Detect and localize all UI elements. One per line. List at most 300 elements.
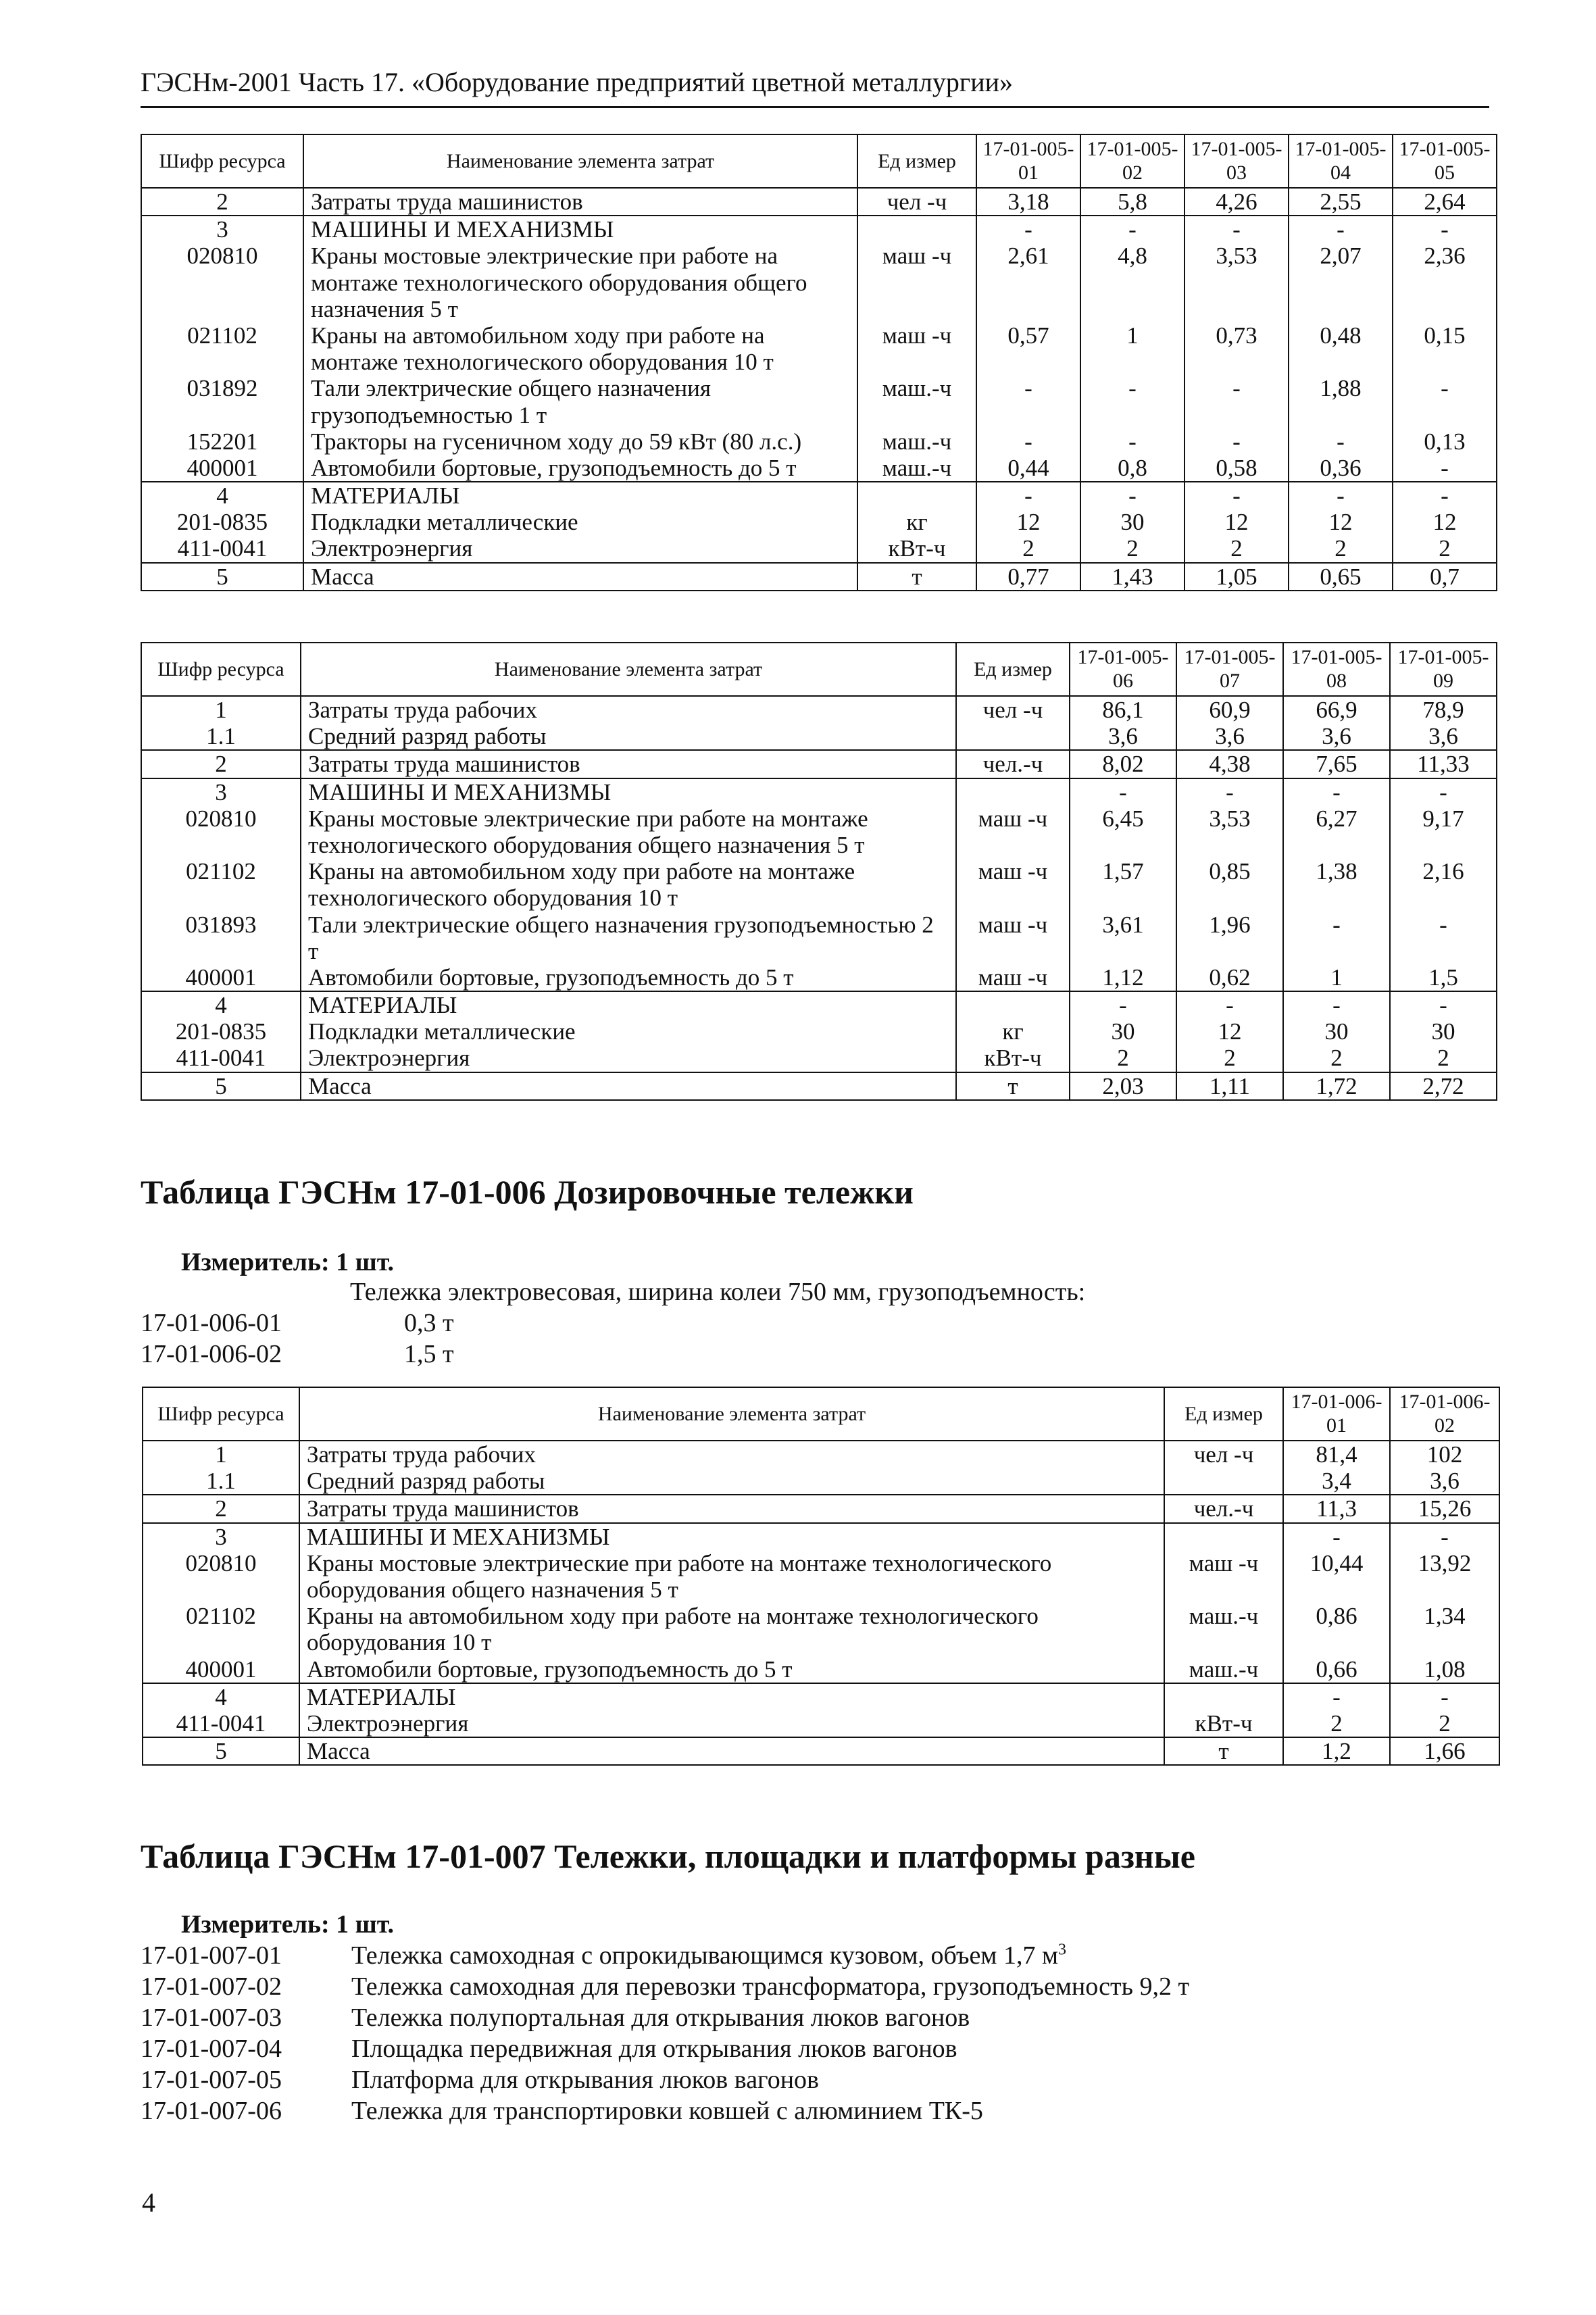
cell-value: 1,2 (1283, 1737, 1390, 1765)
cell-unit: маш.-ч (1164, 1603, 1283, 1656)
cell-value: 1,05 (1184, 563, 1289, 591)
cell-value: 12 (1176, 1018, 1283, 1045)
cell-value: - (1184, 482, 1289, 509)
cell-unit (956, 723, 1070, 750)
table-row (143, 1737, 1499, 1765)
cell-code: 5 (141, 563, 303, 591)
cell-code: 1 (141, 696, 301, 723)
cell-value: - (1283, 912, 1390, 964)
cell-code: 400001 (141, 964, 301, 991)
cell-value: 2 (1176, 1045, 1283, 1072)
table-row (141, 535, 1497, 562)
cell-value: - (1283, 1683, 1390, 1710)
norm-text-body: Тележка самоходная для перевозки трансформатора, грузоподъемность 9,2 т (351, 1972, 1190, 2001)
col-header-norm-code: 17-01-006-02 (1390, 1387, 1499, 1441)
cell-value: 11,3 (1283, 1495, 1390, 1522)
cell-value: 1,72 (1283, 1072, 1390, 1100)
cell-value: 3,6 (1390, 723, 1497, 750)
cell-value: 2 (1289, 535, 1393, 562)
cell-unit: чел -ч (1164, 1441, 1283, 1468)
cell-value: - (1080, 428, 1184, 455)
table-row (141, 778, 1497, 805)
cell-name: Затраты труда рабочих (299, 1441, 1164, 1468)
norm-text-body: Платформа для открывания люков вагонов (351, 2066, 819, 2094)
cell-value: - (1393, 216, 1497, 243)
cell-value: 1,88 (1289, 375, 1393, 428)
cell-value: - (976, 375, 1080, 428)
cell-value: 1 (1283, 964, 1390, 991)
table-row (143, 1495, 1499, 1522)
cell-name: Средний разряд работы (301, 723, 956, 750)
cell-unit: маш -ч (956, 858, 1070, 911)
norm-text-body: Тележка для транспортировки ковшей с алюминием ТК-5 (351, 2097, 983, 2125)
cell-value: - (1184, 428, 1289, 455)
cell-value: 2,55 (1289, 188, 1393, 216)
cell-unit (1164, 1468, 1283, 1495)
norm-text (351, 2034, 957, 2064)
cell-value: - (976, 216, 1080, 243)
table-row (143, 1550, 1499, 1603)
cell-value: 3,53 (1184, 243, 1289, 322)
cell-code: 020810 (143, 1550, 299, 1603)
cell-value: 9,17 (1390, 805, 1497, 858)
cell-value: 2 (1390, 1710, 1499, 1737)
cell-value: 30 (1070, 1018, 1176, 1045)
cell-value: 15,26 (1390, 1495, 1499, 1522)
col-header-norm-code: 17-01-005-08 (1283, 643, 1390, 696)
cell-value: 30 (1080, 509, 1184, 535)
table-row (143, 1656, 1499, 1683)
table-row (143, 1683, 1499, 1710)
norm-text (351, 2096, 983, 2126)
cell-value: 2 (1283, 1710, 1390, 1737)
superscript: 3 (1058, 1941, 1067, 1959)
norm-code: 17-01-007-04 (141, 2035, 282, 2063)
cell-name: Краны мостовые электрические при работе на монтаже технологического оборудования общего назначения 5 т (299, 1550, 1164, 1603)
cell-value: 60,9 (1176, 696, 1283, 723)
cell-name: МАТЕРИАЛЫ (303, 482, 857, 509)
table-row (143, 1441, 1499, 1468)
table-row (141, 1072, 1497, 1100)
meter-value: 1 шт. (336, 1910, 395, 1939)
cell-value: 66,9 (1283, 696, 1390, 723)
cell-unit: кг (857, 509, 976, 535)
cell-value: 2,07 (1289, 243, 1393, 322)
norm-text-body: Тележка самоходная с опрокидывающимся кузовом, объем 1,7 м (351, 1941, 1059, 1970)
cell-value: 3,6 (1070, 723, 1176, 750)
table-row (141, 322, 1497, 375)
col-header-code: Шифр ресурса (141, 134, 303, 188)
cell-value: - (1283, 778, 1390, 805)
cell-code: 400001 (141, 455, 303, 482)
cell-value: - (1390, 912, 1497, 964)
norm-text-body: Площадка передвижная для открывания люков вагонов (351, 2035, 957, 2063)
cell-value: 2 (976, 535, 1080, 562)
cell-value: 13,92 (1390, 1550, 1499, 1603)
cell-value: - (1393, 482, 1497, 509)
cell-value: 0,7 (1393, 563, 1497, 591)
cell-code: 031893 (141, 912, 301, 964)
cell-code: 031892 (141, 375, 303, 428)
cell-name: МАТЕРИАЛЫ (301, 991, 956, 1018)
cell-value: - (1080, 375, 1184, 428)
cell-name: Тали электрические общего назначения грузоподъемностью 2 т (301, 912, 956, 964)
cell-code: 411-0041 (141, 1045, 301, 1072)
cell-value: 8,02 (1070, 750, 1176, 778)
cell-value: - (1176, 778, 1283, 805)
cell-value: - (1390, 1523, 1499, 1550)
col-header-norm-code: 17-01-005-07 (1176, 643, 1283, 696)
cell-unit (1164, 1523, 1283, 1550)
cell-value: 30 (1283, 1018, 1390, 1045)
col-header-norm-code: 17-01-005-09 (1390, 643, 1497, 696)
cell-value: 2,16 (1390, 858, 1497, 911)
norm-code: 17-01-007-02 (141, 1972, 282, 2001)
table-row (141, 991, 1497, 1018)
cell-name: Краны на автомобильном ходу при работе на монтаже технологического оборудования 10 т (301, 858, 956, 911)
cell-unit: т (857, 563, 976, 591)
cell-name: Подкладки металлические (301, 1018, 956, 1045)
cell-value: - (1393, 455, 1497, 482)
col-header-unit: Ед измер (857, 134, 976, 188)
table-row (141, 188, 1497, 216)
cell-unit: маш -ч (956, 964, 1070, 991)
table-row (141, 964, 1497, 991)
cell-code: 1.1 (141, 723, 301, 750)
cell-unit: чел.-ч (956, 750, 1070, 778)
cell-name: Автомобили бортовые, грузоподъемность до 5 т (301, 964, 956, 991)
cell-unit: маш.-ч (1164, 1656, 1283, 1683)
cell-value: - (1283, 1523, 1390, 1550)
norm-text (351, 1941, 1066, 1970)
cell-code: 3 (141, 778, 301, 805)
cell-value: 1,57 (1070, 858, 1176, 911)
cell-value: 3,53 (1176, 805, 1283, 858)
cell-value: 5,8 (1080, 188, 1184, 216)
meter (181, 1247, 394, 1277)
cell-value: 4,38 (1176, 750, 1283, 778)
cell-name: Затраты труда машинистов (303, 188, 857, 216)
meter (181, 1910, 394, 1939)
cell-value: 4,26 (1184, 188, 1289, 216)
cell-value: - (1289, 482, 1393, 509)
cell-name: Краны на автомобильном ходу при работе на монтаже технологического оборудования 10 т (303, 322, 857, 375)
cell-code: 021102 (141, 322, 303, 375)
col-header-norm-code: 17-01-005-03 (1184, 134, 1289, 188)
table-row (143, 1603, 1499, 1656)
cell-value: 10,44 (1283, 1550, 1390, 1603)
cell-code: 411-0041 (141, 535, 303, 562)
cell-code: 3 (141, 216, 303, 243)
cell-unit (956, 991, 1070, 1018)
resource-table-005-01-05 (141, 134, 1497, 591)
cell-value: 0,13 (1393, 428, 1497, 455)
cell-name: МАШИНЫ И МЕХАНИЗМЫ (301, 778, 956, 805)
cell-code: 201-0835 (141, 509, 303, 535)
cell-code: 021102 (143, 1603, 299, 1656)
col-header-norm-code: 17-01-005-01 (976, 134, 1080, 188)
cell-value: - (1080, 216, 1184, 243)
cell-value: 11,33 (1390, 750, 1497, 778)
cell-value: - (1289, 428, 1393, 455)
col-header-unit: Ед измер (1164, 1387, 1283, 1441)
cell-unit (857, 482, 976, 509)
cell-code: 201-0835 (141, 1018, 301, 1045)
cell-unit: маш -ч (1164, 1550, 1283, 1603)
norm-code: 17-01-007-06 (141, 2097, 282, 2125)
cell-value: 2,36 (1393, 243, 1497, 322)
cell-value: 0,36 (1289, 455, 1393, 482)
cell-value: - (1390, 991, 1497, 1018)
cell-value: 0,57 (976, 322, 1080, 375)
cell-value: 2 (1184, 535, 1289, 562)
table-row (141, 563, 1497, 591)
norm-code: 17-01-007-03 (141, 2003, 282, 2032)
cell-name: МАШИНЫ И МЕХАНИЗМЫ (299, 1523, 1164, 1550)
meter-label: Измеритель: (181, 1910, 330, 1939)
cell-value: 0,62 (1176, 964, 1283, 991)
cell-code: 4 (141, 991, 301, 1018)
cell-value: 6,45 (1070, 805, 1176, 858)
section-title-006: Таблица ГЭСНм 17-01-006 Дозировочные тележки (141, 1173, 914, 1211)
cell-value: 12 (1393, 509, 1497, 535)
col-header-unit: Ед измер (956, 643, 1070, 696)
cell-value: 0,65 (1289, 563, 1393, 591)
cell-code: 020810 (141, 243, 303, 322)
cell-value: - (1070, 991, 1176, 1018)
cell-unit: кВт-ч (956, 1045, 1070, 1072)
cell-value: 3,6 (1176, 723, 1283, 750)
cell-code: 2 (141, 188, 303, 216)
table-row (141, 509, 1497, 535)
cell-value: - (1080, 482, 1184, 509)
table-row (141, 696, 1497, 723)
cell-code: 2 (141, 750, 301, 778)
cell-value: - (1184, 216, 1289, 243)
norm-text-body: Тележка полупортальная для открывания люков вагонов (351, 2003, 970, 2032)
col-header-code: Шифр ресурса (141, 643, 301, 696)
cell-name: МАТЕРИАЛЫ (299, 1683, 1164, 1710)
cell-name: Краны мостовые электрические при работе на монтаже технологического оборудования общего назначения 5 т (303, 243, 857, 322)
cell-code: 1.1 (143, 1468, 299, 1495)
cell-name: Электроэнергия (303, 535, 857, 562)
col-header-norm-code: 17-01-006-01 (1283, 1387, 1390, 1441)
cell-value: 1,11 (1176, 1072, 1283, 1100)
cell-unit: маш -ч (857, 243, 976, 322)
cell-value: 3,18 (976, 188, 1080, 216)
cell-value: 0,85 (1176, 858, 1283, 911)
cell-value: 0,66 (1283, 1656, 1390, 1683)
cell-code: 5 (141, 1072, 301, 1100)
cell-value: - (1070, 778, 1176, 805)
cell-unit: чел -ч (956, 696, 1070, 723)
col-header-name: Наименование элемента затрат (299, 1387, 1164, 1441)
cell-code: 020810 (141, 805, 301, 858)
cell-value: 2,03 (1070, 1072, 1176, 1100)
cell-value: 81,4 (1283, 1441, 1390, 1468)
table-row (141, 428, 1497, 455)
cell-value: 4,8 (1080, 243, 1184, 322)
cell-value: - (976, 428, 1080, 455)
cell-code: 400001 (143, 1656, 299, 1683)
cell-value: 3,6 (1283, 723, 1390, 750)
table-row (143, 1468, 1499, 1495)
table-row (141, 216, 1497, 243)
cell-value: 0,44 (976, 455, 1080, 482)
norm-text (351, 2003, 970, 2033)
cell-value: - (1283, 991, 1390, 1018)
cell-unit: маш.-ч (857, 455, 976, 482)
cell-value: 1,66 (1390, 1737, 1499, 1765)
cell-value: 0,86 (1283, 1603, 1390, 1656)
page-number: 4 (142, 2187, 155, 2218)
norm-text (351, 2065, 819, 2095)
table-row (141, 750, 1497, 778)
col-header-norm-code: 17-01-005-02 (1080, 134, 1184, 188)
cell-value: 0,48 (1289, 322, 1393, 375)
cell-code: 152201 (141, 428, 303, 455)
cell-name: Электроэнергия (299, 1710, 1164, 1737)
cell-value: 0,8 (1080, 455, 1184, 482)
cell-value: 2 (1283, 1045, 1390, 1072)
cell-unit: маш -ч (857, 322, 976, 375)
cell-name: Тали электрические общего назначения грузоподъемностью 1 т (303, 375, 857, 428)
cell-name: Электроэнергия (301, 1045, 956, 1072)
cell-unit: т (956, 1072, 1070, 1100)
col-header-norm-code: 17-01-005-06 (1070, 643, 1176, 696)
cell-unit: чел -ч (857, 188, 976, 216)
table-row (141, 375, 1497, 428)
cell-value: - (976, 482, 1080, 509)
table-row (141, 723, 1497, 750)
cell-unit: кг (956, 1018, 1070, 1045)
col-header-name: Наименование элемента затрат (301, 643, 956, 696)
col-header-norm-code: 17-01-005-04 (1289, 134, 1393, 188)
cell-code: 2 (143, 1495, 299, 1522)
cell-value: 30 (1390, 1018, 1497, 1045)
cell-unit: т (1164, 1737, 1283, 1765)
cell-name: Затраты труда рабочих (301, 696, 956, 723)
cell-value: 2 (1070, 1045, 1176, 1072)
cell-code: 4 (143, 1683, 299, 1710)
cell-value: 0,77 (976, 563, 1080, 591)
cell-value: 3,61 (1070, 912, 1176, 964)
section-title-007: Таблица ГЭСНм 17-01-007 Тележки, площадки и платформы разные (141, 1837, 1195, 1875)
cell-unit: маш -ч (956, 912, 1070, 964)
cell-value: 1 (1080, 322, 1184, 375)
norm-text: 0,3 т (404, 1309, 454, 1337)
cell-unit (857, 216, 976, 243)
norm-text (351, 1972, 1189, 2001)
cell-value: 2 (1393, 535, 1497, 562)
norm-code: 17-01-007-01 (141, 1941, 282, 1970)
norm-code: 17-01-006-01 (141, 1309, 282, 1337)
cell-code: 021102 (141, 858, 301, 911)
cell-value: 12 (1289, 509, 1393, 535)
cell-name: Масса (301, 1072, 956, 1100)
cell-value: 102 (1390, 1441, 1499, 1468)
cell-value: 1,43 (1080, 563, 1184, 591)
table-row (141, 805, 1497, 858)
cell-name: Масса (299, 1737, 1164, 1765)
cell-value: 1,34 (1390, 1603, 1499, 1656)
table-row (141, 858, 1497, 911)
resource-table-006 (142, 1387, 1500, 1766)
cell-name: Краны на автомобильном ходу при работе на монтаже технологического оборудования 10 т (299, 1603, 1164, 1656)
cell-name: Затраты труда машинистов (299, 1495, 1164, 1522)
meter-value: 1 шт. (336, 1248, 395, 1276)
cell-value: - (1176, 991, 1283, 1018)
cell-unit: кВт-ч (857, 535, 976, 562)
table-row (141, 1018, 1497, 1045)
cell-unit (1164, 1683, 1283, 1710)
cell-value: 3,6 (1390, 1468, 1499, 1495)
cell-value: 1,12 (1070, 964, 1176, 991)
table-row (141, 912, 1497, 964)
cell-code: 3 (143, 1523, 299, 1550)
cell-value: 2,61 (976, 243, 1080, 322)
section-description: Тележка электровесовая, ширина колеи 750 мм, грузоподъемность: (350, 1278, 1086, 1306)
cell-name: Затраты труда машинистов (301, 750, 956, 778)
norm-code: 17-01-006-02 (141, 1340, 282, 1368)
cell-value: 1,38 (1283, 858, 1390, 911)
cell-value: 1,08 (1390, 1656, 1499, 1683)
table-row (143, 1523, 1499, 1550)
cell-value: 0,73 (1184, 322, 1289, 375)
cell-value: - (1390, 778, 1497, 805)
cell-value: 2 (1390, 1045, 1497, 1072)
cell-value: 7,65 (1283, 750, 1390, 778)
cell-name: Автомобили бортовые, грузоподъемность до 5 т (299, 1656, 1164, 1683)
table-row (141, 1045, 1497, 1072)
resource-table-005-06-09 (141, 642, 1497, 1101)
cell-value: 0,58 (1184, 455, 1289, 482)
col-header-name: Наименование элемента затрат (303, 134, 857, 188)
col-header-norm-code: 17-01-005-05 (1393, 134, 1497, 188)
cell-code: 5 (143, 1737, 299, 1765)
cell-unit: маш.-ч (857, 428, 976, 455)
cell-value: 86,1 (1070, 696, 1176, 723)
cell-value: - (1393, 375, 1497, 428)
cell-code: 4 (141, 482, 303, 509)
cell-name: Краны мостовые электрические при работе на монтаже технологического оборудования общего назначения 5 т (301, 805, 956, 858)
cell-value: 12 (976, 509, 1080, 535)
cell-unit (956, 778, 1070, 805)
table-row (143, 1710, 1499, 1737)
cell-value: - (1289, 216, 1393, 243)
cell-name: Тракторы на гусеничном ходу до 59 кВт (80 л.с.) (303, 428, 857, 455)
meter-label: Измеритель: (181, 1248, 330, 1276)
norm-text: 1,5 т (404, 1340, 454, 1368)
norm-code: 17-01-007-05 (141, 2066, 282, 2094)
cell-value: 78,9 (1390, 696, 1497, 723)
cell-value: 1,96 (1176, 912, 1283, 964)
cell-name: Автомобили бортовые, грузоподъемность до 5 т (303, 455, 857, 482)
cell-value: 12 (1184, 509, 1289, 535)
cell-value: - (1184, 375, 1289, 428)
cell-unit: кВт-ч (1164, 1710, 1283, 1737)
cell-value: - (1390, 1683, 1499, 1710)
cell-value: 0,15 (1393, 322, 1497, 375)
table-row (141, 482, 1497, 509)
cell-unit: маш.-ч (857, 375, 976, 428)
cell-name: Средний разряд работы (299, 1468, 1164, 1495)
cell-name: МАШИНЫ И МЕХАНИЗМЫ (303, 216, 857, 243)
table-row (141, 455, 1497, 482)
cell-name: Масса (303, 563, 857, 591)
cell-name: Подкладки металлические (303, 509, 857, 535)
page-header: ГЭСНм-2001 Часть 17. «Оборудование предприятий цветной металлургии» (141, 66, 1489, 108)
